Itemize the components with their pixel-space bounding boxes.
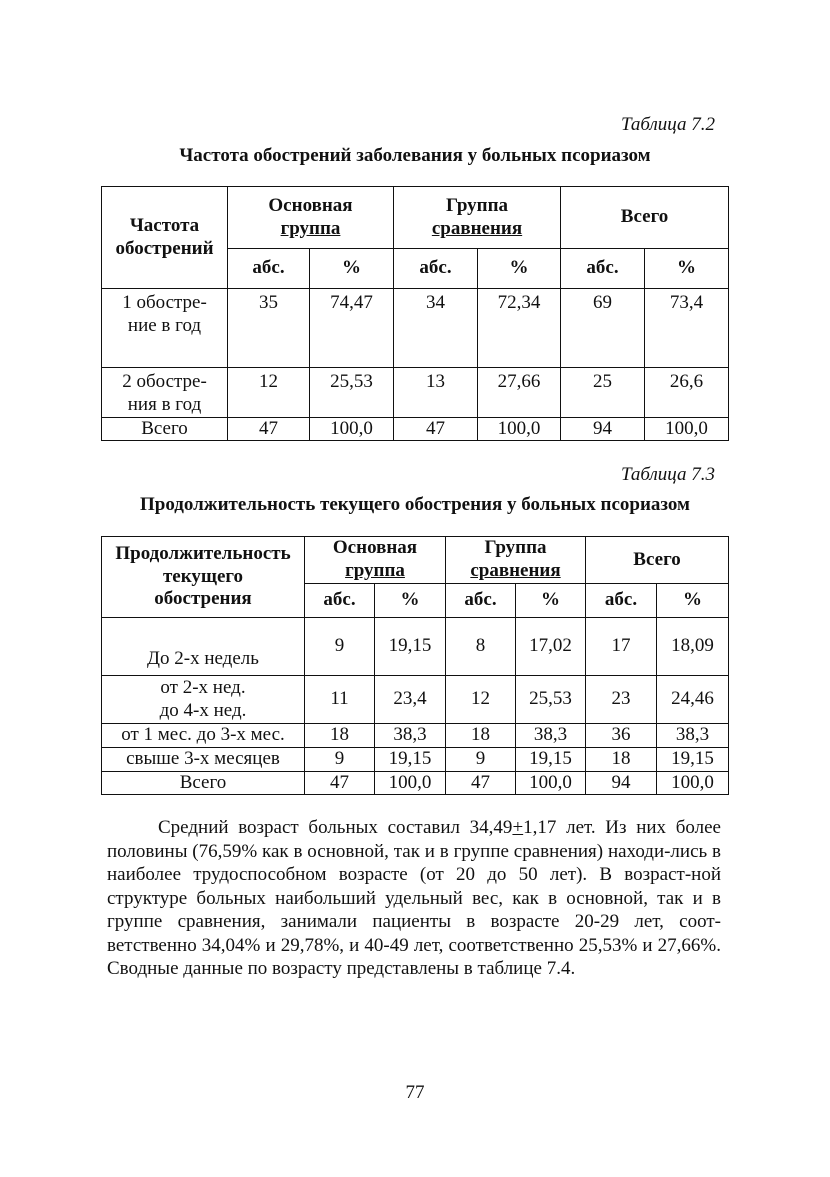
cell-value: 9 xyxy=(446,747,516,771)
table2-row-label-header: Продолжительность текущего обострения xyxy=(102,537,305,618)
cell-value: 18 xyxy=(446,724,516,748)
cell-value: 69 xyxy=(561,289,645,368)
cell-value: 47 xyxy=(394,417,478,441)
table2-pct-header: % xyxy=(657,584,729,618)
cell-value: 23,4 xyxy=(375,676,446,724)
table1-pct-header: % xyxy=(645,249,729,289)
table2-abs-header: абс. xyxy=(305,584,375,618)
cell-value: 74,47 xyxy=(310,289,394,368)
plus-minus-sign: + xyxy=(512,817,524,838)
cell-value: 23 xyxy=(586,676,657,724)
cell-value: 17 xyxy=(586,618,657,676)
row-label: До 2-х недель xyxy=(102,618,305,676)
table2 xyxy=(101,536,729,795)
cell-value: 25,53 xyxy=(516,676,586,724)
table-row-total xyxy=(102,771,729,795)
row-label: 2 обостре- ния в год xyxy=(102,368,228,418)
cell-value: 47 xyxy=(305,771,375,795)
cell-value: 47 xyxy=(446,771,516,795)
table1-group2-header: Группа сравнения xyxy=(394,187,561,249)
table-row xyxy=(102,676,729,724)
cell-value: 94 xyxy=(586,771,657,795)
table2-pct-header: % xyxy=(375,584,446,618)
cell-value: 100,0 xyxy=(657,771,729,795)
cell-value: 34 xyxy=(394,289,478,368)
page-number: 77 xyxy=(405,1082,425,1103)
cell-value: 19,15 xyxy=(375,618,446,676)
table-row xyxy=(102,724,729,748)
table2-group1-header: Основная группа xyxy=(305,537,446,584)
cell-value: 100,0 xyxy=(375,771,446,795)
cell-value: 9 xyxy=(305,618,375,676)
cell-value: 100,0 xyxy=(645,417,729,441)
table1-abs-header: абс. xyxy=(228,249,310,289)
body-paragraph: Средний возраст больных составил 34,49+1,17 лет. Из них более половины (76,59% как в основной, так и в группе сравнения) находи-лись в наиболее трудоспособном возрасте (от 20 до 50 лет). В возраст-ной структуре больных наибольший удельный вес, как в основной, так и в группе сравнения, занимали пациенты в возрасте 20-29 лет, соот-ветственно 34,04% и 29,78%, и 40-49 лет, соответственно 25,53% и 27,66%. Сводные данные по возрасту представлены в таблице 7.4. xyxy=(107,817,721,979)
table1-abs-header: абс. xyxy=(394,249,478,289)
table2-group3-header: Всего xyxy=(586,537,729,584)
table1-group3-header: Всего xyxy=(561,187,729,249)
cell-value: 38,3 xyxy=(657,724,729,748)
cell-value: 19,15 xyxy=(375,747,446,771)
cell-value: 47 xyxy=(228,417,310,441)
table2-group2-header: Группа сравнения xyxy=(446,537,586,584)
cell-value: 94 xyxy=(561,417,645,441)
cell-value: 27,66 xyxy=(478,368,561,418)
row-label: свыше 3-х месяцев xyxy=(102,747,305,771)
cell-value: 12 xyxy=(446,676,516,724)
cell-value: 8 xyxy=(446,618,516,676)
cell-value: 12 xyxy=(228,368,310,418)
cell-value: 72,34 xyxy=(478,289,561,368)
cell-value: 9 xyxy=(305,747,375,771)
cell-value: 18 xyxy=(305,724,375,748)
cell-value: 13 xyxy=(394,368,478,418)
table2-pct-header: % xyxy=(516,584,586,618)
table1-title: Частота обострений заболевания у больных псориазом xyxy=(179,145,651,166)
table1-pct-header: % xyxy=(478,249,561,289)
cell-value: 25,53 xyxy=(310,368,394,418)
table1 xyxy=(101,186,729,441)
table-row xyxy=(102,289,729,368)
cell-value: 19,15 xyxy=(657,747,729,771)
cell-value: 73,4 xyxy=(645,289,729,368)
table2-abs-header: абс. xyxy=(586,584,657,618)
cell-value: 26,6 xyxy=(645,368,729,418)
table2-caption: Таблица 7.3 xyxy=(621,464,715,485)
cell-value: 35 xyxy=(228,289,310,368)
cell-value: 19,15 xyxy=(516,747,586,771)
cell-value: 11 xyxy=(305,676,375,724)
cell-value: 18 xyxy=(586,747,657,771)
table-row xyxy=(102,368,729,418)
cell-value: 38,3 xyxy=(375,724,446,748)
table1-row-label-header: Частота обострений xyxy=(102,187,228,289)
cell-value: 100,0 xyxy=(478,417,561,441)
table1-pct-header: % xyxy=(310,249,394,289)
table1-abs-header: абс. xyxy=(561,249,645,289)
row-label: от 1 мес. до 3-х мес. xyxy=(102,724,305,748)
cell-value: 100,0 xyxy=(516,771,586,795)
table-row-total xyxy=(102,417,729,441)
table1-caption: Таблица 7.2 xyxy=(621,114,715,135)
cell-value: 38,3 xyxy=(516,724,586,748)
cell-value: 100,0 xyxy=(310,417,394,441)
row-label: Всего xyxy=(102,771,305,795)
row-label: 1 обостре- ние в год xyxy=(102,289,228,368)
cell-value: 25 xyxy=(561,368,645,418)
cell-value: 18,09 xyxy=(657,618,729,676)
table-row xyxy=(102,747,729,771)
cell-value: 17,02 xyxy=(516,618,586,676)
cell-value: 24,46 xyxy=(657,676,729,724)
table2-abs-header: абс. xyxy=(446,584,516,618)
row-label: от 2-х нед. до 4-х нед. xyxy=(102,676,305,724)
cell-value: 36 xyxy=(586,724,657,748)
table1-group1-header: Основная группа xyxy=(228,187,394,249)
table-row xyxy=(102,618,729,676)
table2-title: Продолжительность текущего обострения у больных псориазом xyxy=(139,494,690,515)
row-label: Всего xyxy=(102,417,228,441)
